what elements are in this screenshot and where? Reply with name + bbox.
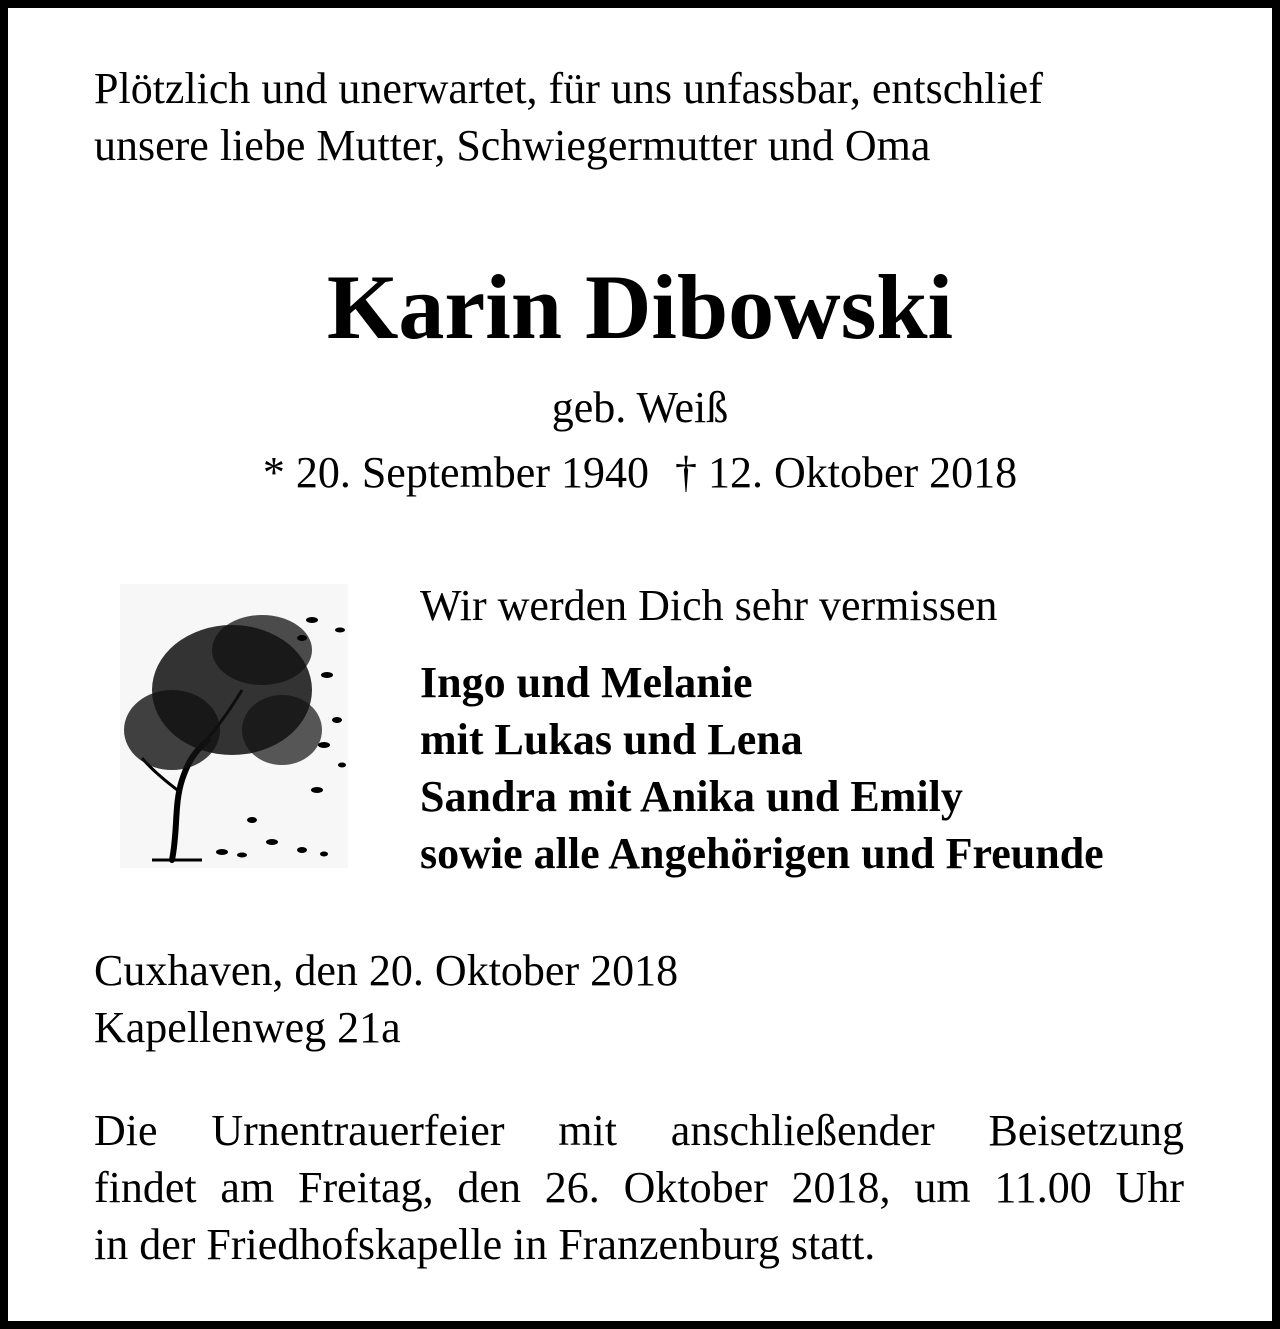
ceremony-line-3: in der Friedhofskapelle in Franzenburg statt. xyxy=(94,1220,876,1269)
mourning-message: Wir werden Dich sehr vermissen xyxy=(420,581,998,630)
mourner-line: sowie alle Angehörigen und Freunde xyxy=(420,829,1104,878)
intro-text xyxy=(94,60,1194,174)
intro-line-1: Plötzlich und unerwartet, für uns unfassbar, entschlief xyxy=(94,64,1043,113)
maiden-name: geb. Weiß xyxy=(551,383,729,432)
intro-line-2: unsere liebe Mutter, Schwiegermutter und Oma xyxy=(94,121,931,170)
windswept-tree-icon xyxy=(112,580,352,872)
place-and-date xyxy=(94,942,678,1056)
city-date: Cuxhaven, den 20. Oktober 2018 xyxy=(94,946,679,995)
birth-date: * 20. September 1940 xyxy=(262,448,649,497)
mourners-list xyxy=(420,654,1104,882)
address: Kapellenweg 21a xyxy=(94,1003,401,1052)
ceremony-line-1: Die Urnentrauerfeier mit anschließender Beisetzung xyxy=(94,1106,1184,1155)
mourner-line: mit Lukas und Lena xyxy=(420,715,803,764)
ceremony-line-2: findet am Freitag, den 26. Oktober 2018, um 11.00 Uhr xyxy=(94,1163,1184,1212)
deceased-name: Karin Dibowski xyxy=(326,256,954,358)
mourner-line: Ingo und Melanie xyxy=(420,658,753,707)
life-dates xyxy=(0,448,1280,498)
mourner-line: Sandra mit Anika und Emily xyxy=(420,772,963,821)
ceremony-notice xyxy=(94,1102,1184,1273)
death-date: † 12. Oktober 2018 xyxy=(674,448,1018,497)
